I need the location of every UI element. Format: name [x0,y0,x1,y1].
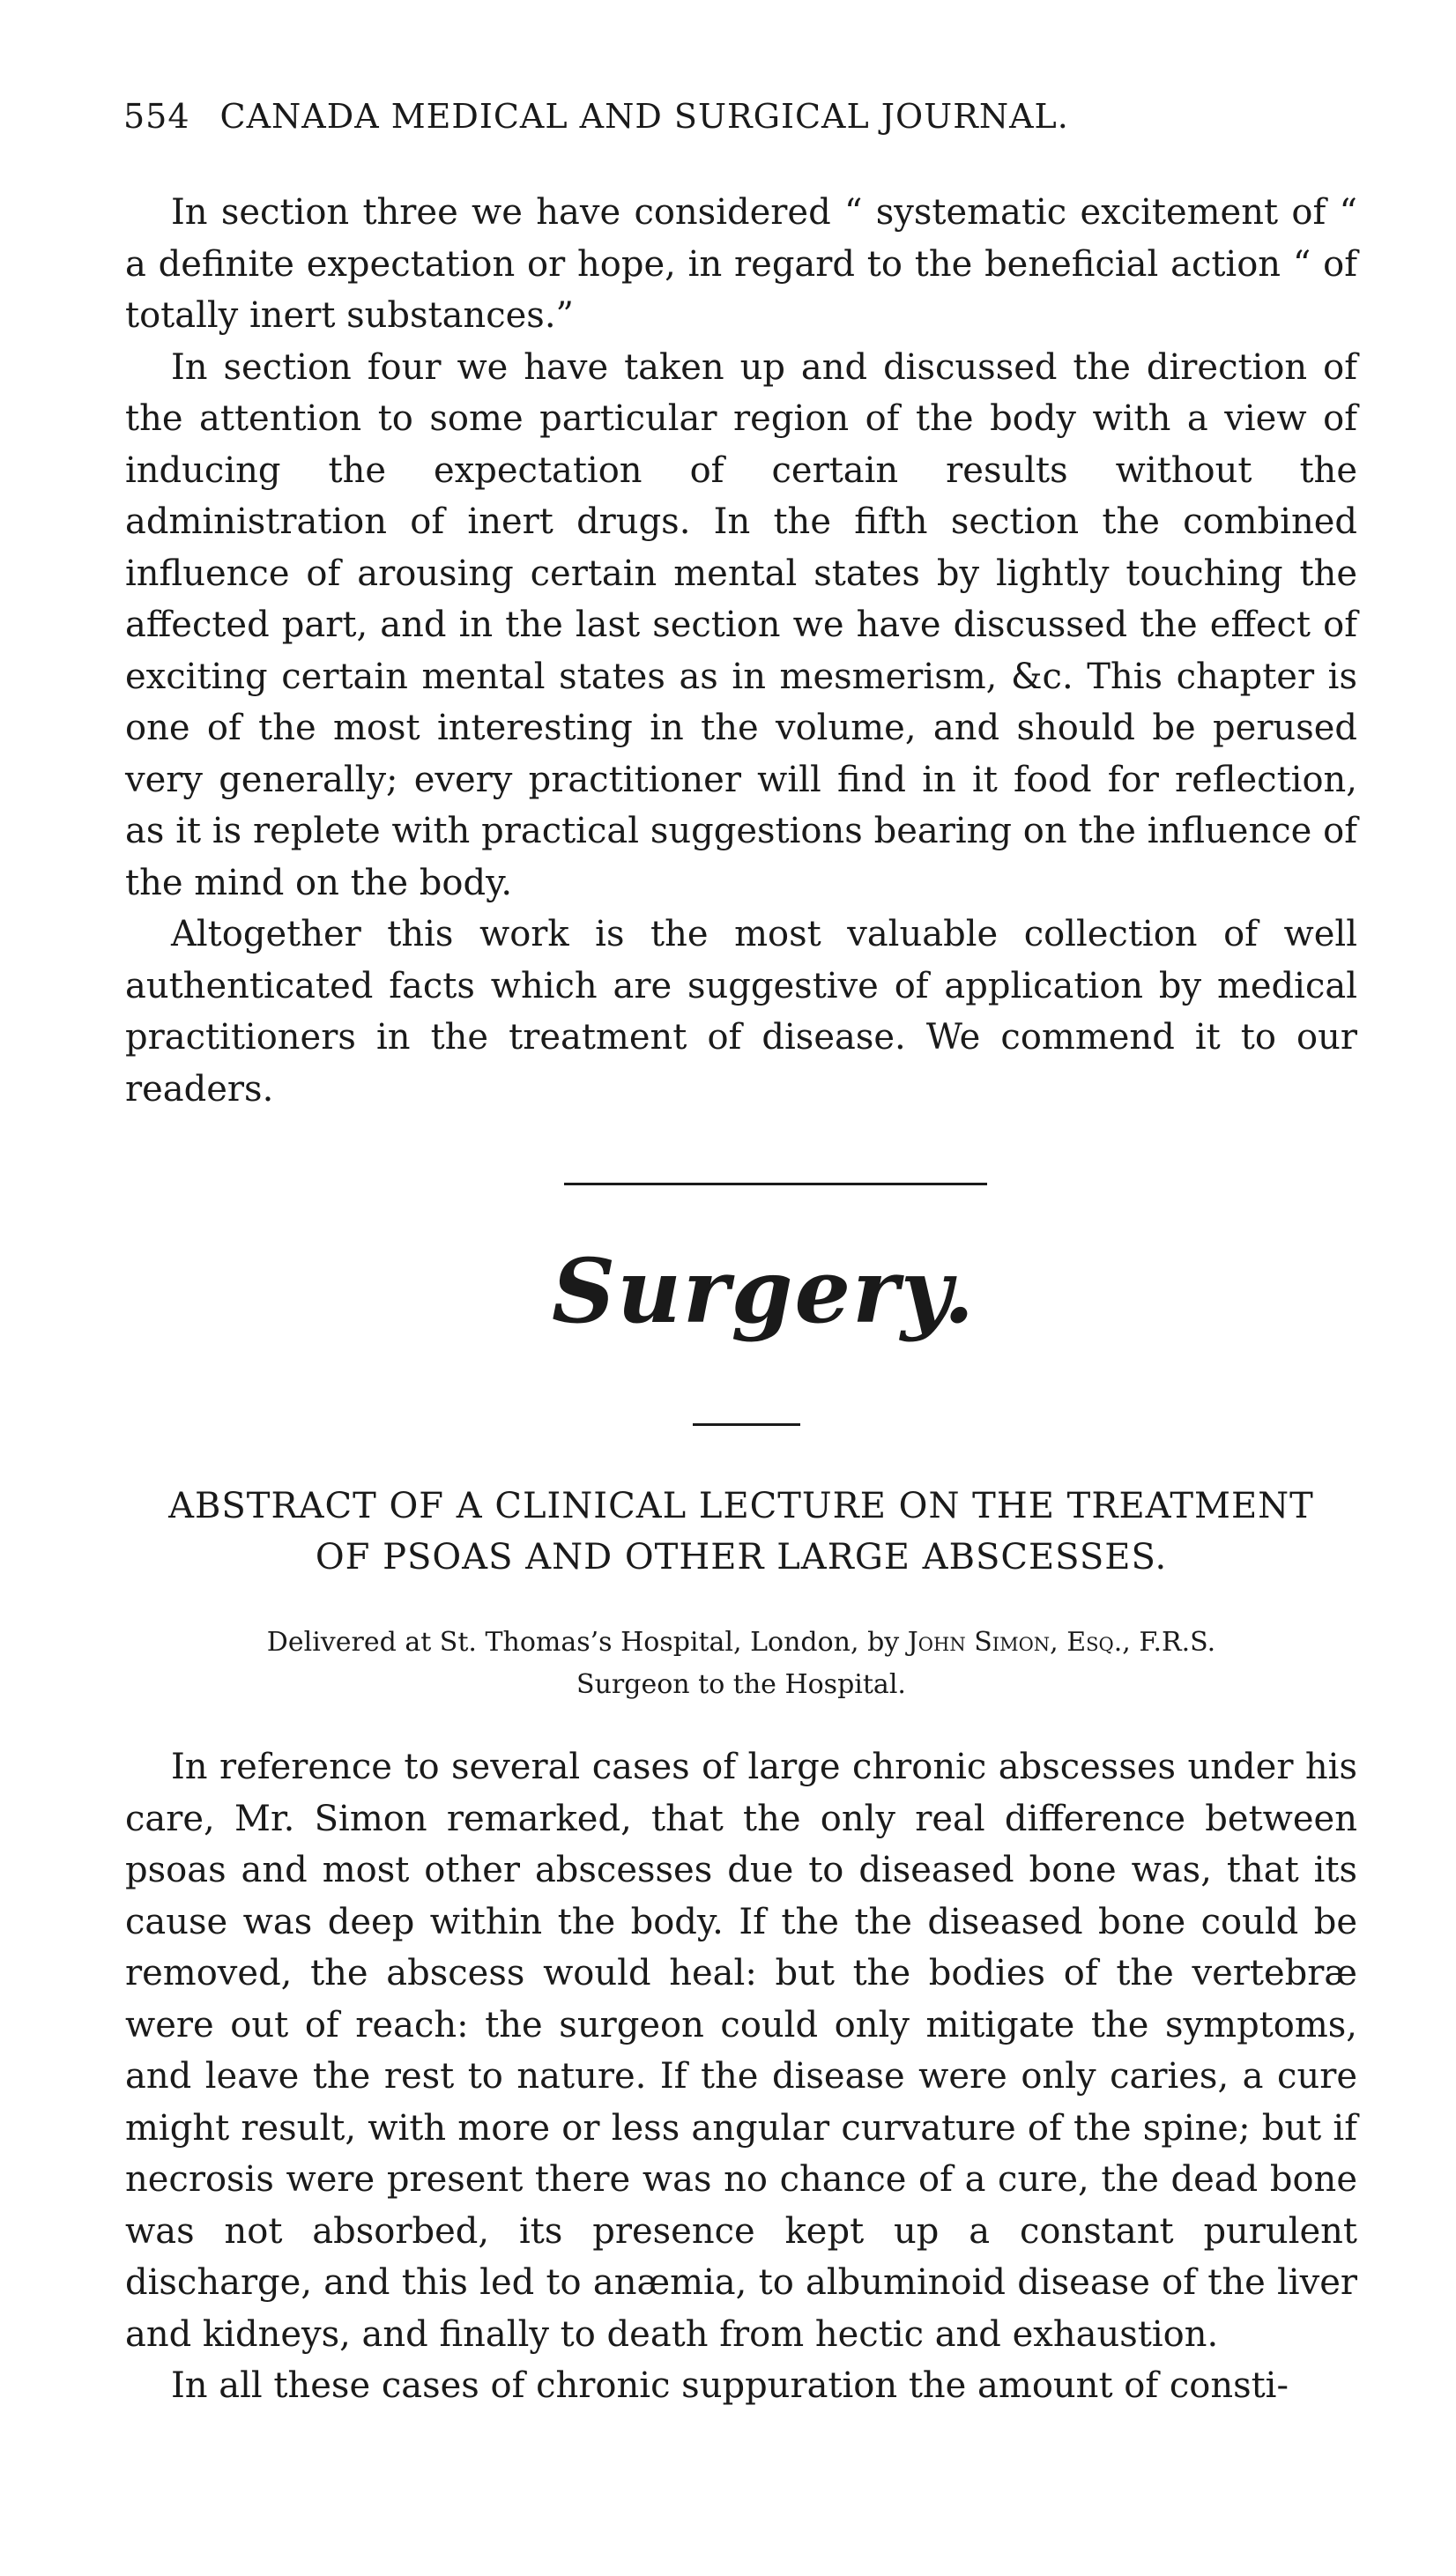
journal-title: CANADA MEDICAL AND SURGICAL JOURNAL. [219,97,1069,136]
page-number: 554 [123,97,190,136]
section-divider-rule [564,1183,987,1185]
byline-line [125,1622,1357,1664]
article-text-block [125,1741,1357,2412]
article-title [125,1481,1357,1583]
paragraph: In section four we have taken up and discussed the direction of the attention to some particular region of the body with a view of inducing the expectation of certain results without the administration of inert drugs. In the fifth section the combined influence of arousing certain mental states by lightly touching the affected part, and in the last section we have discussed the effect of exciting certain mental states as in mesmerism, &c. This chapter is one of the most interesting in the volume, and should be perused very generally; every practitioner will find in it food for reflection, as it is replete with practical suggestions bearing on the influence of the mind on the body. [125,346,1357,903]
byline-author: John Simon, Esq., F.R.S. [907,1627,1216,1658]
running-head [123,97,1357,136]
paragraph: Altogether this work is the most valuable collection of well authenticated facts which are suggestive of application by medical practitioners in the treatment of disease. We commend it to our readers. [125,914,1357,1110]
article-title-line: OF PSOAS AND OTHER LARGE ABSCESSES. [315,1537,1168,1578]
byline-prefix: Delivered at St. Thomas’s Hospital, London, by [266,1627,908,1658]
article-byline [125,1622,1357,1706]
article-title-line: ABSTRACT OF A CLINICAL LECTURE ON THE TREATMENT [168,1486,1314,1526]
review-text-block [125,187,1357,1115]
byline-role: Surgeon to the Hospital. [576,1669,906,1700]
section-heading: Surgery. [552,1239,977,1343]
paragraph: In all these cases of chronic suppuration the amount of consti- [171,2365,1289,2406]
heading-divider-rule [693,1423,800,1426]
paragraph: In reference to several cases of large chronic abscesses under his care, Mr. Simon remarked, that the only real difference between psoas and most other abscesses due to diseased bone was, that its cause was deep within the body. If the the diseased bone could be removed, the abscess would heal: but the bodies of the vertebræ were out of reach: the surgeon could only mitigate the symptoms, and leave the rest to nature. If the disease were only caries, a cure might result, with more or less angular curvature of the spine; but if necrosis were present there was no chance of a cure, the dead bone was not absorbed, its presence kept up a constant purulent discharge, and this led to anæmia, to albuminoid disease of the liver and kidneys, and finally to death from hectic and exhaustion. [125,1747,1357,2355]
paragraph: In section three we have considered “ systematic excitement of “ a definite expectation or hope, in regard to the beneficial action “ of totally inert substances.” [125,192,1357,336]
